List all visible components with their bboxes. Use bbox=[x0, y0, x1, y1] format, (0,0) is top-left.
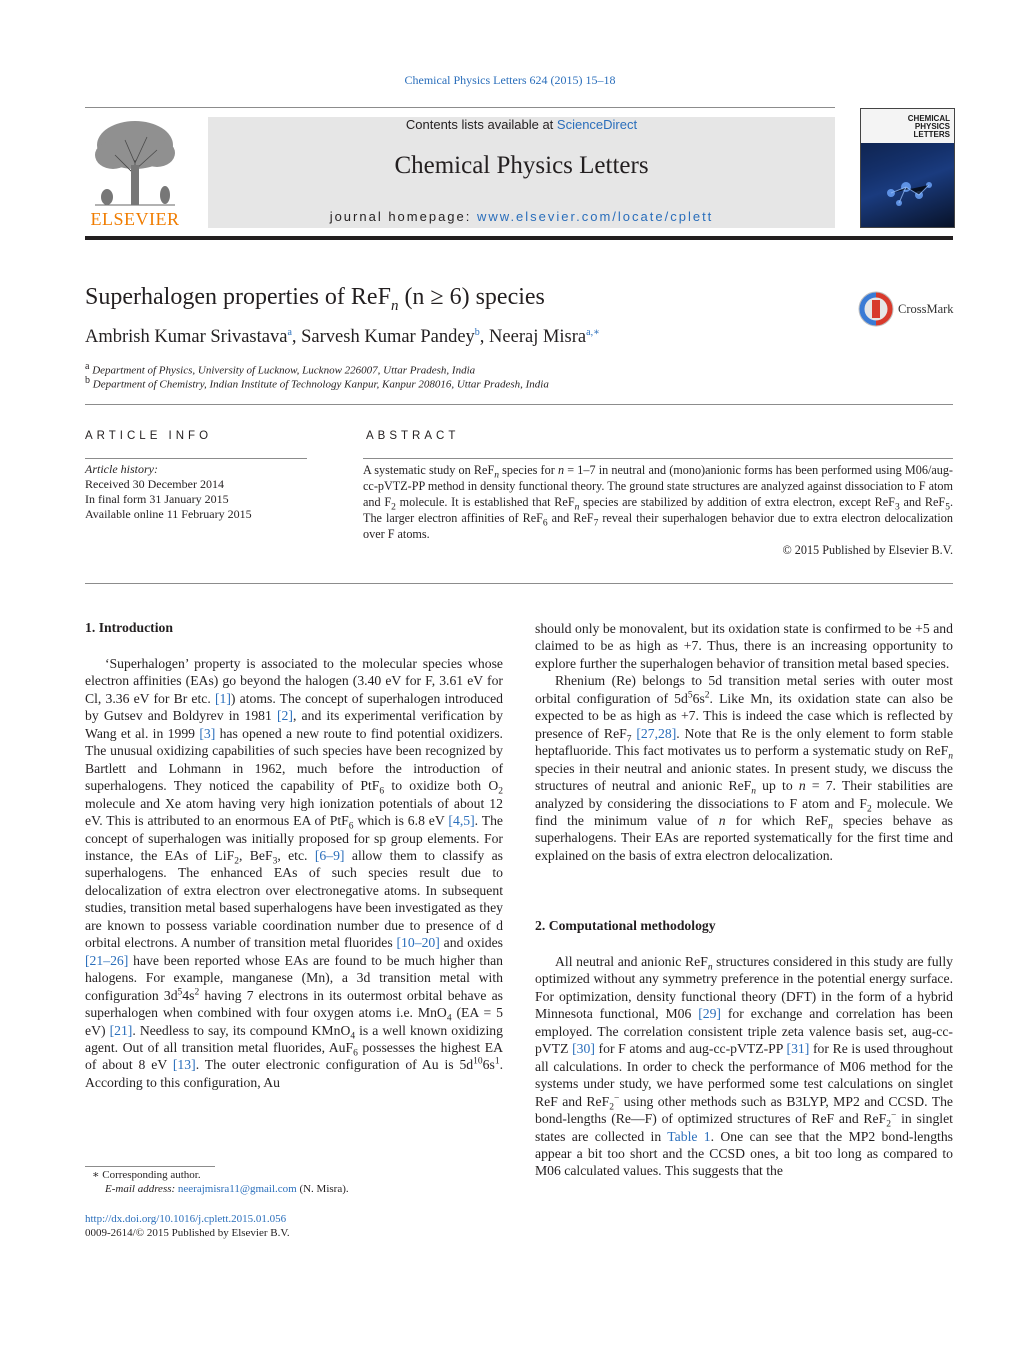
contents-line: Contents lists available at ScienceDirect bbox=[405, 117, 638, 132]
doi-link[interactable]: http://dx.doi.org/10.1016/j.cplett.2015.01.056 bbox=[85, 1213, 287, 1225]
journal-citation[interactable]: Chemical Physics Letters 624 (2015) 15–18 bbox=[404, 73, 616, 87]
header-thick-rule bbox=[85, 236, 953, 240]
header-divider bbox=[85, 107, 835, 108]
journal-title: Chemical Physics Letters bbox=[394, 152, 649, 179]
issn-line: 0009-2614/© 2015 Published by Elsevier B.V. bbox=[85, 1227, 290, 1239]
author-name: Ambrish Kumar Srivastava bbox=[85, 327, 288, 348]
sciencedirect-link[interactable]: ScienceDirect bbox=[556, 117, 638, 132]
author-email-link[interactable]: neerajmisra11@gmail.com bbox=[177, 1183, 297, 1195]
journal-cover-image[interactable] bbox=[860, 108, 955, 228]
journal-homepage: journal homepage: www.elsevier.com/locate/cplett bbox=[329, 209, 714, 224]
body-column-right-methods: All neutral and anionic ReF$_n$ structures considered in this study are fully optimized without any symmetry preference in the potential energy surface. For optimization, density functional theory (DFT) in the form of a hybrid Minnesota functional, M06 [29] for exchange and correlation has been employed. The correlation consistent triple zeta valence basis set, aug-cc-pVTZ [30] for F atoms and aug-cc-pVTZ-PP [31] for Re is used throughout all calculations. In order to check the performance of M06 method for the systems under study, we have performed some test calculations on singlet ReF and ReF$_2$− using other methods such as B3LYP, MP2 and CCSD. The bond-lengths (Re—F) of optimized structures of ReF and ReF$_2$− in singlet states are collected in Table 1. One can see that the MP2 bond-lengths appear a bit too short and the CCSD ones, a bit too long as compared to M06 calculated values. This suggests that the bbox=[535, 954, 954, 1179]
abstract-rule bbox=[363, 458, 953, 459]
section-heading-introduction: 1. Introduction bbox=[85, 620, 173, 635]
corresponding-author-note: ∗ Corresponding author. bbox=[92, 1169, 201, 1181]
elsevier-tree-icon bbox=[85, 115, 185, 211]
article-history: Article history: Received 30 December 2014 In final form 31 January 2015 Available online 11 February 2015 bbox=[85, 462, 252, 521]
email-note: E-mail address: neerajmisra11@gmail.com (N. Misra). bbox=[105, 1183, 349, 1195]
footnote-rule bbox=[85, 1166, 215, 1167]
author-name: Neeraj Misra bbox=[489, 327, 587, 348]
elsevier-logo bbox=[85, 115, 185, 230]
crossmark-icon bbox=[858, 291, 894, 327]
crossmark-badge[interactable]: CrossMark bbox=[858, 290, 958, 330]
abstract-heading: ABSTRACT bbox=[366, 430, 460, 442]
section-heading-methodology: 2. Computational methodology bbox=[535, 918, 716, 933]
affiliation: a Department of Physics, University of Lucknow, Lucknow 226007, Uttar Pradesh, India bbox=[85, 361, 476, 377]
abstract-divider bbox=[85, 583, 953, 584]
author-list: Ambrish Kumar Srivastava$^a$, Sarvesh Kumar Pandey$^b$, Neeraj Misra$^{a,∗}$ bbox=[85, 327, 600, 348]
cover-molecule-graphic bbox=[861, 143, 954, 227]
abstract-copyright: © 2015 Published by Elsevier B.V. bbox=[782, 543, 953, 557]
cover-title: CHEMICAL PHYSICS LETTERS bbox=[907, 114, 950, 139]
title-divider bbox=[85, 404, 953, 405]
body-column-right: should only be monovalent, but its oxidation state is confirmed to be +5 and claimed to be as high as +7. Thus, there is an increasing opportunity to explore further the superhalogen behavior of transition metal based species. Rhenium (Re) belongs to 5d transition metal series with outer most orbital configuration of $5d^56s^2$. Like Mn, its oxidation state can also be expected to be as high as +7. This is indeed the case which is reflected by presence of ReF$_7$ [27,28]. Note that Re is the only element to form stable heptafluoride. This fact motivates us to perform a systematic study on ReF$_n$ species in their neutral and anionic states. In present study, we discuss the structures of neutral and anionic ReF$_n$ up to n = 7. Their stabilities are analyzed by considering the dissociations to F atom and $F_2$ molecule. We find the minimum value of n for which ReF$_n$ species behave as superhalogens. Their EAs are reported systematically for the first time and explained on the basis of extra electron delocalization. bbox=[535, 621, 954, 863]
body-column-left: ‘Superhalogen’ property is associated to the molecular species whose electron affinities (EAs) go beyond the halogen (3.40 eV for F, 3.61 eV for Cl, 3.36 eV for Br etc. [1]) atoms. The concept of superhalogen introduced by Gutsev and Boldyrev in 1981 [2], and its experimental verification by Wang et al. in 1999 [3] has opened a new route to find potential oxidizers. The unusual oxidizing capabilities of such species have been recognized by Bartlett and Lohmann in 1962, much before the introduction of superhalogens. They noticed the capability of PtF$_6$ to oxidize both $O_2$ molecule and Xe atom having very high ionization potentials of about 12 eV. This is attributed to an enormous EA of PtF$_6$ which is 6.8 eV [4,5]. The concept of superhalogen was initially proposed for sp group elements. For instance, the EAs of LiF$_2$, BeF$_3$, etc. [6–9] allow them to classify as superhalogens. The enhanced EAs of such species result due to delocalization of extra electron over electronegative atoms. In subsequent studies, transition metal based superhalogens have been investigated as they are known to possess variable coordination number due to presence of d orbital electrons. A number of transition metal fluorides [10–20] and oxides [21–26] have been reported whose EAs are found to be much higher than halogens. For example, manganese (Mn), a 3d transition metal with configuration $3d^54s^2$ having 7 electrons in its outermost orbital behave as superhalogen when combined with four oxygen atoms i.e. MnO$_4$ (EA = 5 eV) [21]. Needless to say, its compound KMnO$_4$ is a well known oxidizing agent. Out of all transition metal fluorides, AuF$_6$ possesses the highest EA of about 8 eV [13]. The outer electronic configuration of Au is $5d^{10}6s^1$. According to this configuration, Au bbox=[85, 656, 504, 1090]
publisher-wordmark: ELSEVIER bbox=[90, 209, 180, 229]
homepage-link[interactable]: www.elsevier.com/locate/cplett bbox=[477, 209, 714, 224]
article-info-heading: ARTICLE INFO bbox=[85, 430, 213, 442]
paper-title: Superhalogen properties of ReF$_n$ (n ≥ 6) species bbox=[85, 284, 545, 314]
abstract-text: A systematic study on ReF$_n$ species for n = 1–7 in neutral and (mono)anionic forms has been performed using M06/aug-cc-pVTZ-PP method in density functional theory. The ground state structures are analyzed against dissociation to F atom and $F_2$ molecule. It is established that ReF$_n$ species are stabilized by addition of extra electron, except ReF$_3$ and ReF$_5$. The larger electron affinities of ReF$_6$ and ReF$_7$ reveal their superhalogen behavior due to extra electron delocalization over F atoms. bbox=[363, 463, 953, 541]
journal-banner bbox=[208, 117, 835, 228]
affiliation: b Department of Chemistry, Indian Institute of Technology Kanpur, Kanpur 208016, Uttar Pradesh, India bbox=[85, 375, 549, 391]
article-info-rule bbox=[85, 458, 307, 459]
author-name: Sarvesh Kumar Pandey bbox=[301, 327, 475, 348]
